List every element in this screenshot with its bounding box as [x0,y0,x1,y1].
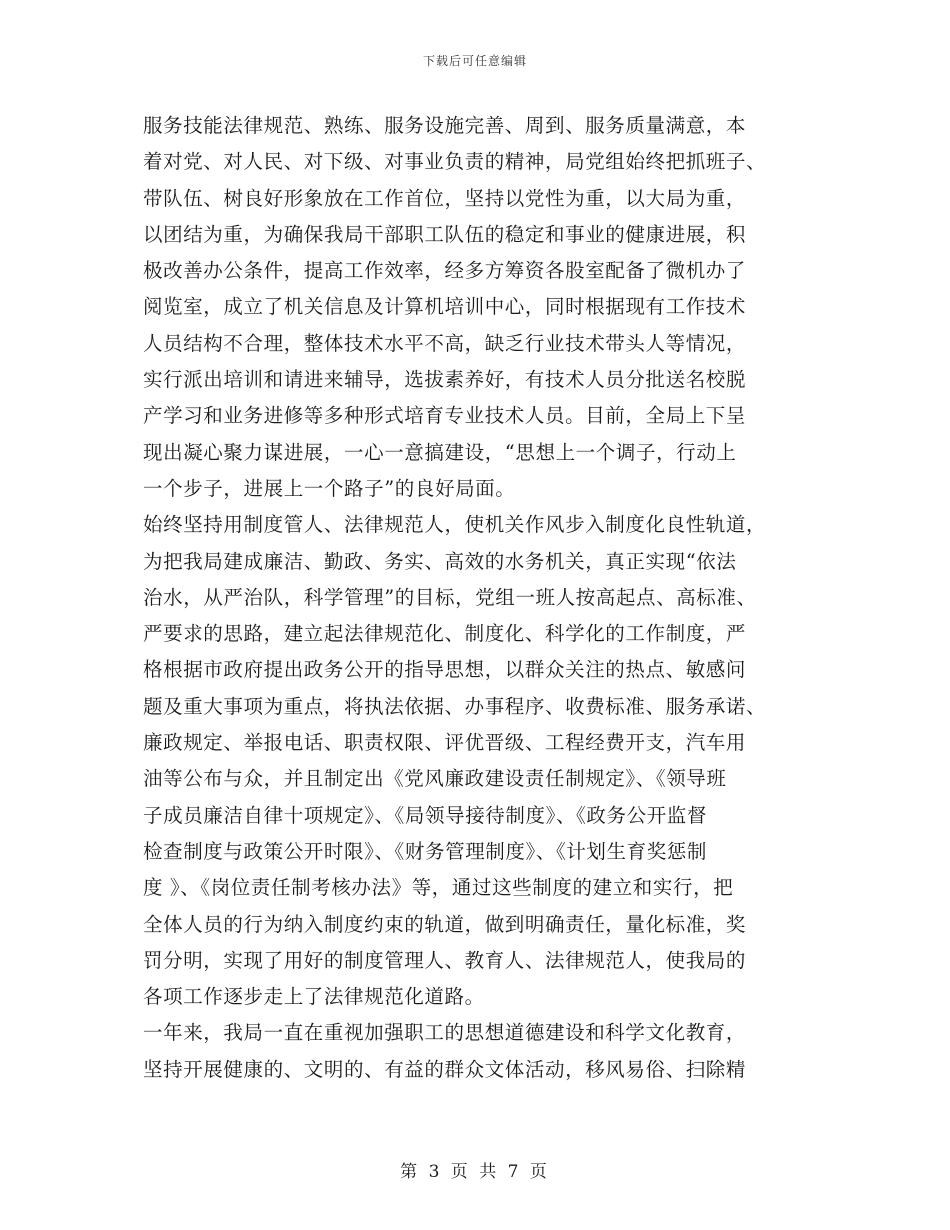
document-body [143,108,818,1088]
text-line: 严要求的思路，建立起法律规范化、制度化、科学化的工作制度，严 [143,622,747,646]
text-line: 检查制度与政策公开时限》、《财务管理制度》、《计划生育奖惩制 [143,839,708,863]
text-line: 一年来，我局一直在重视加强职工的思想道德建设和科学文化教育， [143,1021,747,1045]
text-line: 实行派出培训和请进来辅导，选拔素养好，有技术人员分批送名校脱 [143,368,747,392]
text-line: 阅览室，成立了机关信息及计算机培训中心，同时根据现有工作技术 [143,295,747,319]
text-line: 罚分明，实现了用好的制度管理人、教育人、法律规范人，使我局的 [143,948,747,972]
text-line: 子成员廉洁自律十项规定》、《局领导接待制度》、《政务公开监督 [143,803,708,827]
text-line: 题及重大事项为重点，将执法依据、办事程序、收费标准、服务承诺、 [143,694,767,718]
page-header: 下载后可任意编辑 [422,54,527,68]
text-line: 着对党、对人民、对下级、对事业负责的精神，局党组始终把抓班子、 [143,150,767,174]
text-line: 带队伍、树良好形象放在工作首位，坚持以党性为重，以大局为重， [143,186,747,210]
text-line: 格根据市政府提出政务公开的指导思想，以群众关注的热点、敏感问 [143,658,747,682]
text-line: 油等公布与众，并且制定出《党风廉政建设责任制规定》、《领导班 [143,767,727,791]
text-line: 以团结为重，为确保我局干部职工队伍的稳定和事业的健康进展，积 [143,222,747,246]
text-line: 产学习和业务进修等多种形式培育专业技术人员。目前，全局上下呈 [143,404,747,428]
text-line: 极改善办公条件，提高工作效率，经多方筹资各股室配备了微机办了 [143,259,747,283]
text-line: 为把我局建成廉洁、勤政、务实、高效的水务机关，真正实现“依法 [143,549,737,573]
text-line: 治水，从严治队，科学管理”的目标，党组一班人按高起点、高标准、 [143,585,757,609]
text-line: 一个步子，进展上一个路子”的良好局面。 [143,476,516,500]
text-line: 人员结构不合理，整体技术水平不高，缺乏行业技术带头人等情况， [143,331,747,355]
text-line: 度 》、《岗位责任制考核办法》等，通过这些制度的建立和实行，把 [143,876,734,900]
page-number-footer: 第 3 页 共 7 页 [400,1162,550,1182]
text-line: 各项工作逐步走上了法律规范化道路。 [143,985,485,1009]
text-line: 廉政规定、举报电话、职责权限、评优晋级、工程经费开支，汽车用 [143,731,747,755]
text-line: 全体人员的行为纳入制度约束的轨道，做到明确责任，量化标准，奖 [143,912,747,936]
text-line: 坚持开展健康的、文明的、有益的群众文体活动，移风易俗、扫除精 [143,1057,747,1081]
text-line: 现出凝心聚力谋进展，一心一意搞建设，“思想上一个调子，行动上 [143,440,737,464]
text-line: 始终坚持用制度管人、法律规范人，使机关作风步入制度化良性轨道， [143,513,767,537]
text-line: 服务技能法律规范、熟练、服务设施完善、周到、服务质量满意，本 [143,114,747,137]
